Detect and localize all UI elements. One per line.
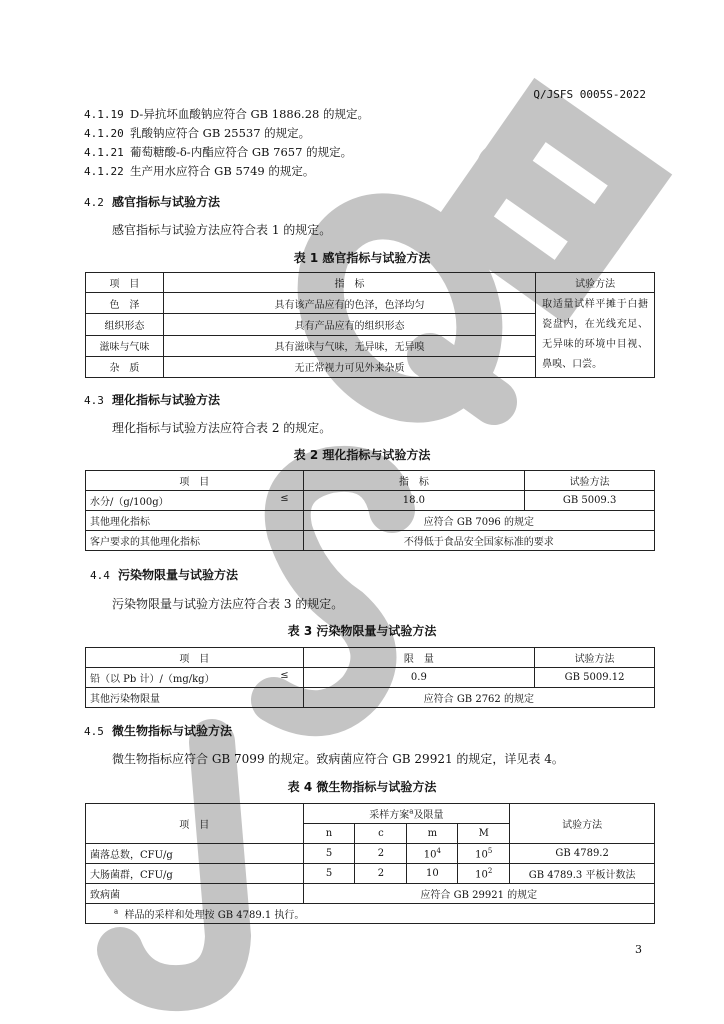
le-sign: ≤ [280,670,289,681]
clause-4-1-19: 4.1.19 D-异抗坏血酸钠应符合 GB 1886.28 的规定。 [84,107,369,121]
page-number: 3 [635,943,642,956]
section-4-4-text: 污染物限量与试验方法应符合表 3 的规定。 [112,597,344,611]
table4-microbiological [85,803,655,924]
table3-cell: 应符合 GB 2762 的规定 [303,688,654,708]
table4-caption: 表 4 微生物指标与试验方法 [287,780,437,794]
table3-cell: GB 5009.12 [535,668,655,688]
table2-cell: 18.0 [303,491,525,511]
table1-cell: 具有该产品应有的色泽，色泽均匀 [163,293,535,314]
table2-cell: 不得低于食品安全国家标准的要求 [303,531,654,551]
section-heading-4-2: 4.2 感官指标与试验方法 [84,195,221,209]
table3-caption: 表 3 污染物限量与试验方法 [287,624,437,638]
table4-cell: 2 [355,844,407,864]
table4-cell: 菌落总数，CFU/g [86,844,304,864]
table4-cell: $10^5$ [458,844,510,864]
table2-header-method: 试验方法 [525,471,655,491]
table1-header-item: 项 目 [86,273,164,293]
section-4-3-text: 理化指标与试验方法应符合表 2 的规定。 [112,421,332,435]
table3-cell: 0.9 [303,668,535,688]
document-code: Q/JSFS 0005S-2022 [533,88,646,101]
table2-cell: 其他理化指标 [86,511,304,531]
table3-cell: 铅（以 Pb 计）/（mg/kg） ≤ [86,668,304,688]
table1-cell: 色 泽 [86,293,164,314]
table2-cell: 客户要求的其他理化指标 [86,531,304,551]
section-heading-4-5: 4.5 微生物指标与试验方法 [84,724,233,738]
table4-cell: 应符合 GB 29921 的规定 [303,884,654,904]
section-heading-4-3: 4.3 理化指标与试验方法 [84,393,221,407]
table3-contaminants [85,647,655,708]
table4-cell: 大肠菌群，CFU/g [86,864,304,884]
table4-sub-n: n [303,824,355,844]
table4-cell: 5 [303,864,355,884]
section-heading-4-4: 4.4 污染物限量与试验方法 [90,568,239,582]
table4-cell: 10 [407,864,458,884]
table4-cell: 2 [355,864,407,884]
table1-cell: 无正常视力可见外来杂质 [163,356,535,377]
table1-method-cell: 取适量试样平摊于白搪瓷盘内，在光线充足、无异味的环境中目视、鼻嗅、口尝。 [536,293,655,378]
table2-header-indicator: 指 标 [303,471,525,491]
table1-header-method: 试验方法 [536,273,655,293]
table3-header-item: 项 目 [86,648,304,668]
table1-cell: 组织形态 [86,314,164,335]
table2-cell: 应符合 GB 7096 的规定 [303,511,654,531]
le-sign: ≤ [280,493,289,504]
table4-header-sampling-plan: 采样方案$^a$及限量 [303,804,510,824]
section-4-2-text: 感官指标与试验方法应符合表 1 的规定。 [112,223,332,237]
table1-cell: 滋味与气味 [86,335,164,356]
table2-caption: 表 2 理化指标与试验方法 [293,448,431,462]
table1-header-indicator: 指 标 [163,273,535,293]
table4-sub-c: c [355,824,407,844]
table2-cell: GB 5009.3 [525,491,655,511]
table4-cell: GB 4789.3 平板计数法 [510,864,655,884]
clause-4-1-21: 4.1.21 葡萄糖酸-δ-内酯应符合 GB 7657 的规定。 [84,145,353,159]
table2-cell: 水分/（g/100g） ≤ [86,491,304,511]
table4-sub-m: m [407,824,458,844]
table4-sub-M: M [458,824,510,844]
clause-4-1-22: 4.1.22 生产用水应符合 GB 5749 的规定。 [84,164,315,178]
table2-physicochemical [85,470,655,551]
table3-header-method: 试验方法 [535,648,655,668]
table1-cell: 杂 质 [86,356,164,377]
section-4-5-text: 微生物指标应符合 GB 7099 的规定。致病菌应符合 GB 29921 的规定，详见表 4。 [112,752,564,766]
table4-cell: GB 4789.2 [510,844,655,864]
table3-cell: 其他污染物限量 [86,688,304,708]
table1-sensory [85,272,655,378]
table1-cell: 具有滋味与气味，无异味，无异嗅 [163,335,535,356]
table1-cell: 具有产品应有的组织形态 [163,314,535,335]
table2-header-item: 项 目 [86,471,304,491]
table4-cell: $10^4$ [407,844,458,864]
table1-caption: 表 1 感官指标与试验方法 [293,251,431,265]
table3-header-limit: 限 量 [303,648,535,668]
table4-cell: 5 [303,844,355,864]
table4-header-method: 试验方法 [510,804,655,844]
table4-cell: $10^2$ [458,864,510,884]
table4-header-item: 项 目 [86,804,304,844]
clause-4-1-20: 4.1.20 乳酸钠应符合 GB 25537 的规定。 [84,126,311,140]
table4-cell: 致病菌 [86,884,304,904]
table4-footnote: $^a$ 样品的采样和处理按 GB 4789.1 执行。 [86,904,655,924]
